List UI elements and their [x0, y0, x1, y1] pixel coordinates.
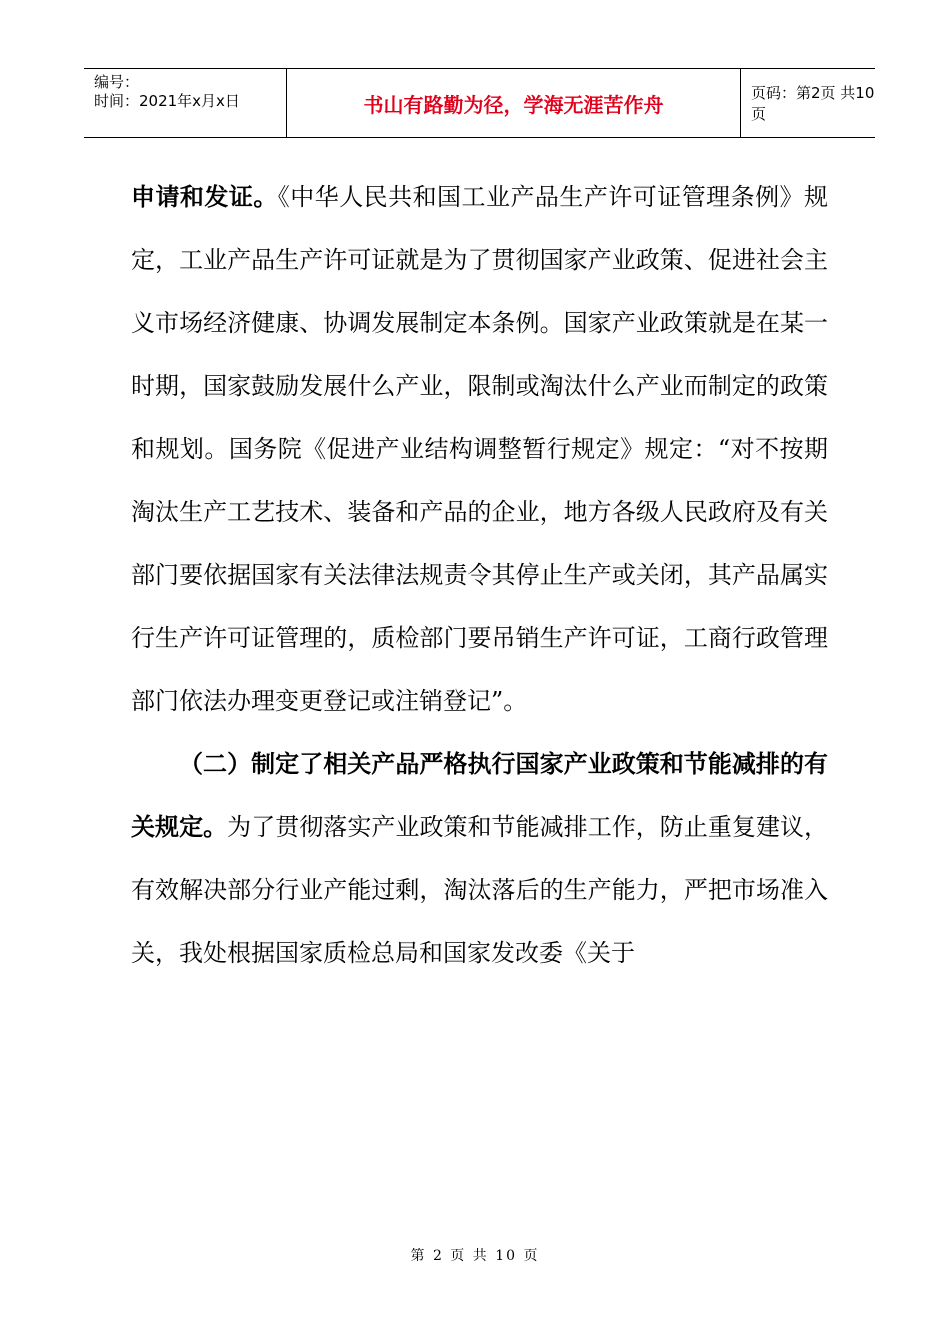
time-label: 时间：2021年x月x日 — [94, 92, 240, 110]
number-label: 编号： — [94, 73, 140, 91]
document-body — [131, 166, 828, 985]
page-header — [84, 68, 875, 138]
paragraph-2-text: 为了贯彻落实产业政策和节能减排工作，防止重复建议，有效解决部分行业产能过剩，淘汰落后的生产能力，严把市场准入关，我处根据国家质检总局和国家发改委《关于 — [131, 813, 829, 967]
paragraph-1-text: 《中华人民共和国工业产品生产许可证管理条例》规定，工业产品生产许可证就是为了贯彻国家产业政策、促进社会主义市场经济健康、协调发展制定本条例。国家产业政策就是在某一时期，国家鼓励发展什么产业，限制或淘汰什么产业而制定的政策和规划。国务院《促进产业结构调整暂行规定》规定：“对不按期淘汰生产工艺技术、装备和产品的企业，地方各级人民政府及有关部门要依据国家有关法律法规责令其停止生产或关闭，其产品属实行生产许可证管理的，质检部门要吊销生产许可证，工商行政管理部门依法办理变更登记或注销登记”。 — [131, 183, 829, 715]
header-motto: 书山有路勤为径，学海无涯苦作舟 — [286, 69, 741, 137]
header-meta — [84, 69, 286, 137]
paragraph-2-bold: （二）制定了相关产品严格执行国家产业政策和节能减排的有关规定。 — [131, 750, 828, 841]
paragraph-1-bold: 申请和发证。 — [131, 183, 278, 211]
paragraph-2 — [131, 733, 828, 985]
paragraph-1 — [131, 166, 828, 733]
header-page-info: 页码：第2页 共10页 — [751, 84, 875, 123]
page-footer: 第 2 页 共 10 页 — [410, 1248, 540, 1264]
